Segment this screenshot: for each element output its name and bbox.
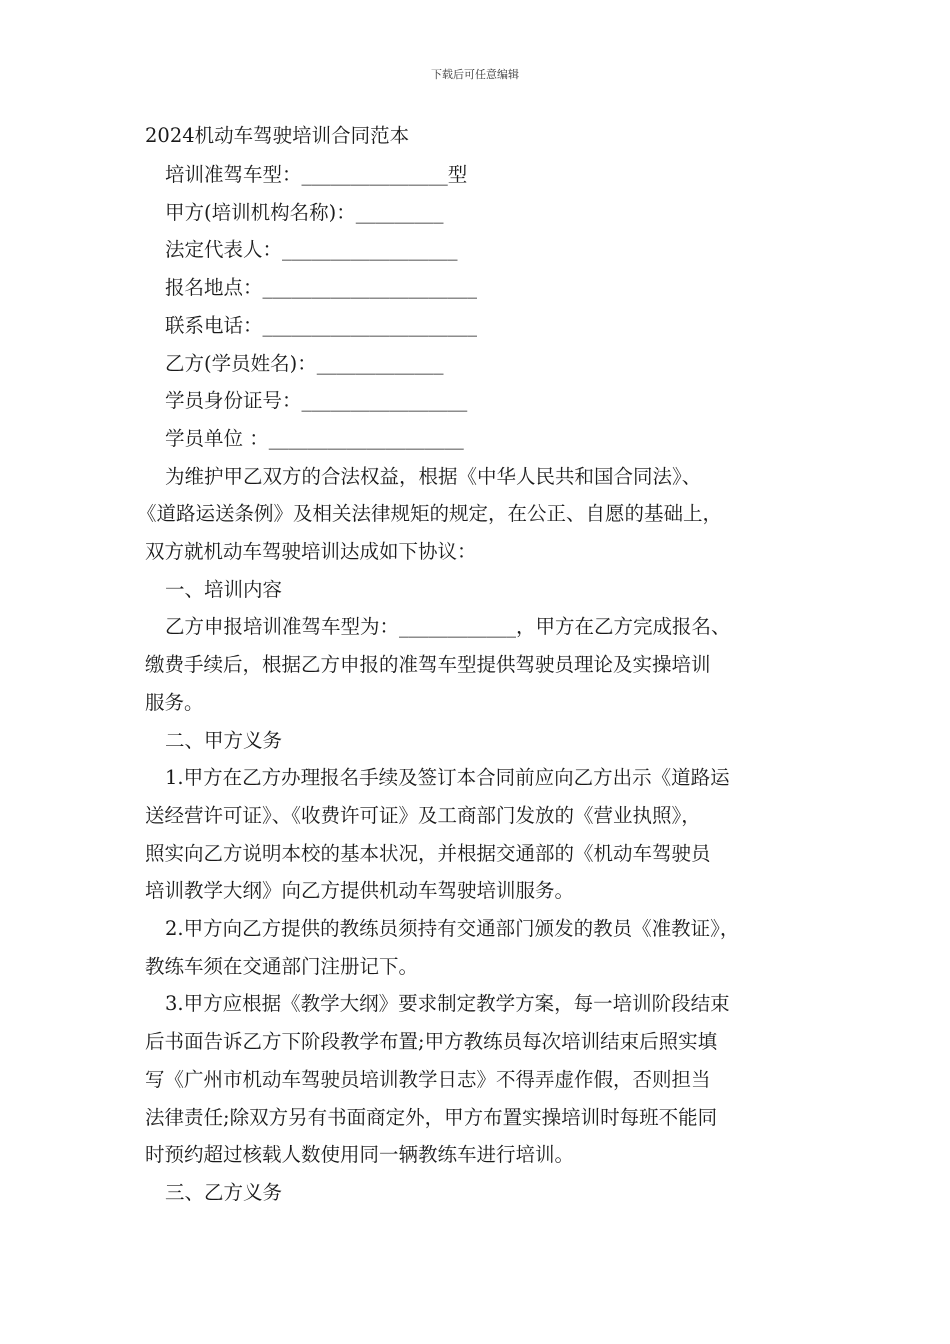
body-line: 3.甲方应根据《教学大纲》要求制定教学方案，每一培训阶段结束 — [165, 992, 730, 1016]
section-heading-2: 二、甲方义务 — [165, 728, 283, 752]
body-line: 乙方申报培训准驾车型为：____________，甲方在乙方完成报名、 — [165, 615, 731, 639]
field-registration-place: 报名地点：______________________ — [165, 276, 478, 300]
section-2-item-3 — [145, 985, 825, 1174]
body-line: 写《广州市机动车驾驶员培训教学日志》不得弄虚作假，否则担当 — [145, 1067, 711, 1091]
body-line: 法律责任;除双方另有书面商定外，甲方布置实操培训时每班不能同 — [145, 1105, 718, 1129]
intro-line: 双方就机动车驾驶培训达成如下协议： — [145, 540, 477, 564]
body-line: 1.甲方在乙方办理报名手续及签订本合同前应向乙方出示《道路运 — [165, 766, 730, 790]
field-vehicle-type: 培训准驾车型：_______________型 — [165, 163, 468, 186]
section-1-body — [145, 608, 825, 721]
section-heading-1: 一、培训内容 — [165, 577, 283, 601]
body-line: 缴费手续后，根据乙方申报的准驾车型提供驾驶员理论及实操培训 — [145, 653, 711, 677]
field-id-number: 学员身份证号：_________________ — [165, 389, 468, 413]
body-line: 培训教学大纲》向乙方提供机动车驾驶培训服务。 — [145, 879, 575, 903]
body-line: 时预约超过核载人数使用同一辆教练车进行培训。 — [145, 1143, 575, 1167]
body-line: 2.甲方向乙方提供的教练员须持有交通部门颁发的教员《准教证》， — [165, 917, 740, 941]
section-heading-3: 三、乙方义务 — [165, 1180, 283, 1204]
section-2-item-1 — [145, 759, 825, 910]
page-header: 下载后可任意编辑 — [431, 68, 519, 81]
section-2-item-2 — [145, 910, 825, 985]
body-line: 后书面告诉乙方下阶段教学布置;甲方教练员每次培训结束后照实填 — [145, 1030, 718, 1054]
document-body — [137, 122, 825, 1212]
field-legal-rep: 法定代表人：__________________ — [165, 238, 458, 262]
intro-paragraph — [137, 458, 825, 571]
field-phone: 联系电话：______________________ — [165, 313, 478, 337]
body-line: 送经营许可证》、《收费许可证》及工商部门发放的《营业执照》， — [145, 803, 701, 827]
field-list — [145, 156, 825, 458]
intro-line: 为维护甲乙双方的合法权益，根据《中华人民共和国合同法》、 — [165, 464, 702, 488]
intro-line: 《道路运送条例》及相关法律规矩的规定，在公正、自愿的基础上， — [137, 502, 723, 526]
body-line: 照实向乙方说明本校的基本状况，并根据交通部的《机动车驾驶员 — [145, 841, 711, 865]
body-line: 服务。 — [145, 690, 204, 714]
field-party-a: 甲方(培训机构名称)：_________ — [165, 200, 444, 224]
body-line: 教练车须在交通部门注册记下。 — [145, 954, 419, 978]
field-student-unit: 学员单位 ：____________________ — [165, 426, 464, 450]
document-title: 2024机动车驾驶培训合同范本 — [145, 124, 410, 147]
field-party-b: 乙方(学员姓名)：_____________ — [165, 351, 444, 375]
